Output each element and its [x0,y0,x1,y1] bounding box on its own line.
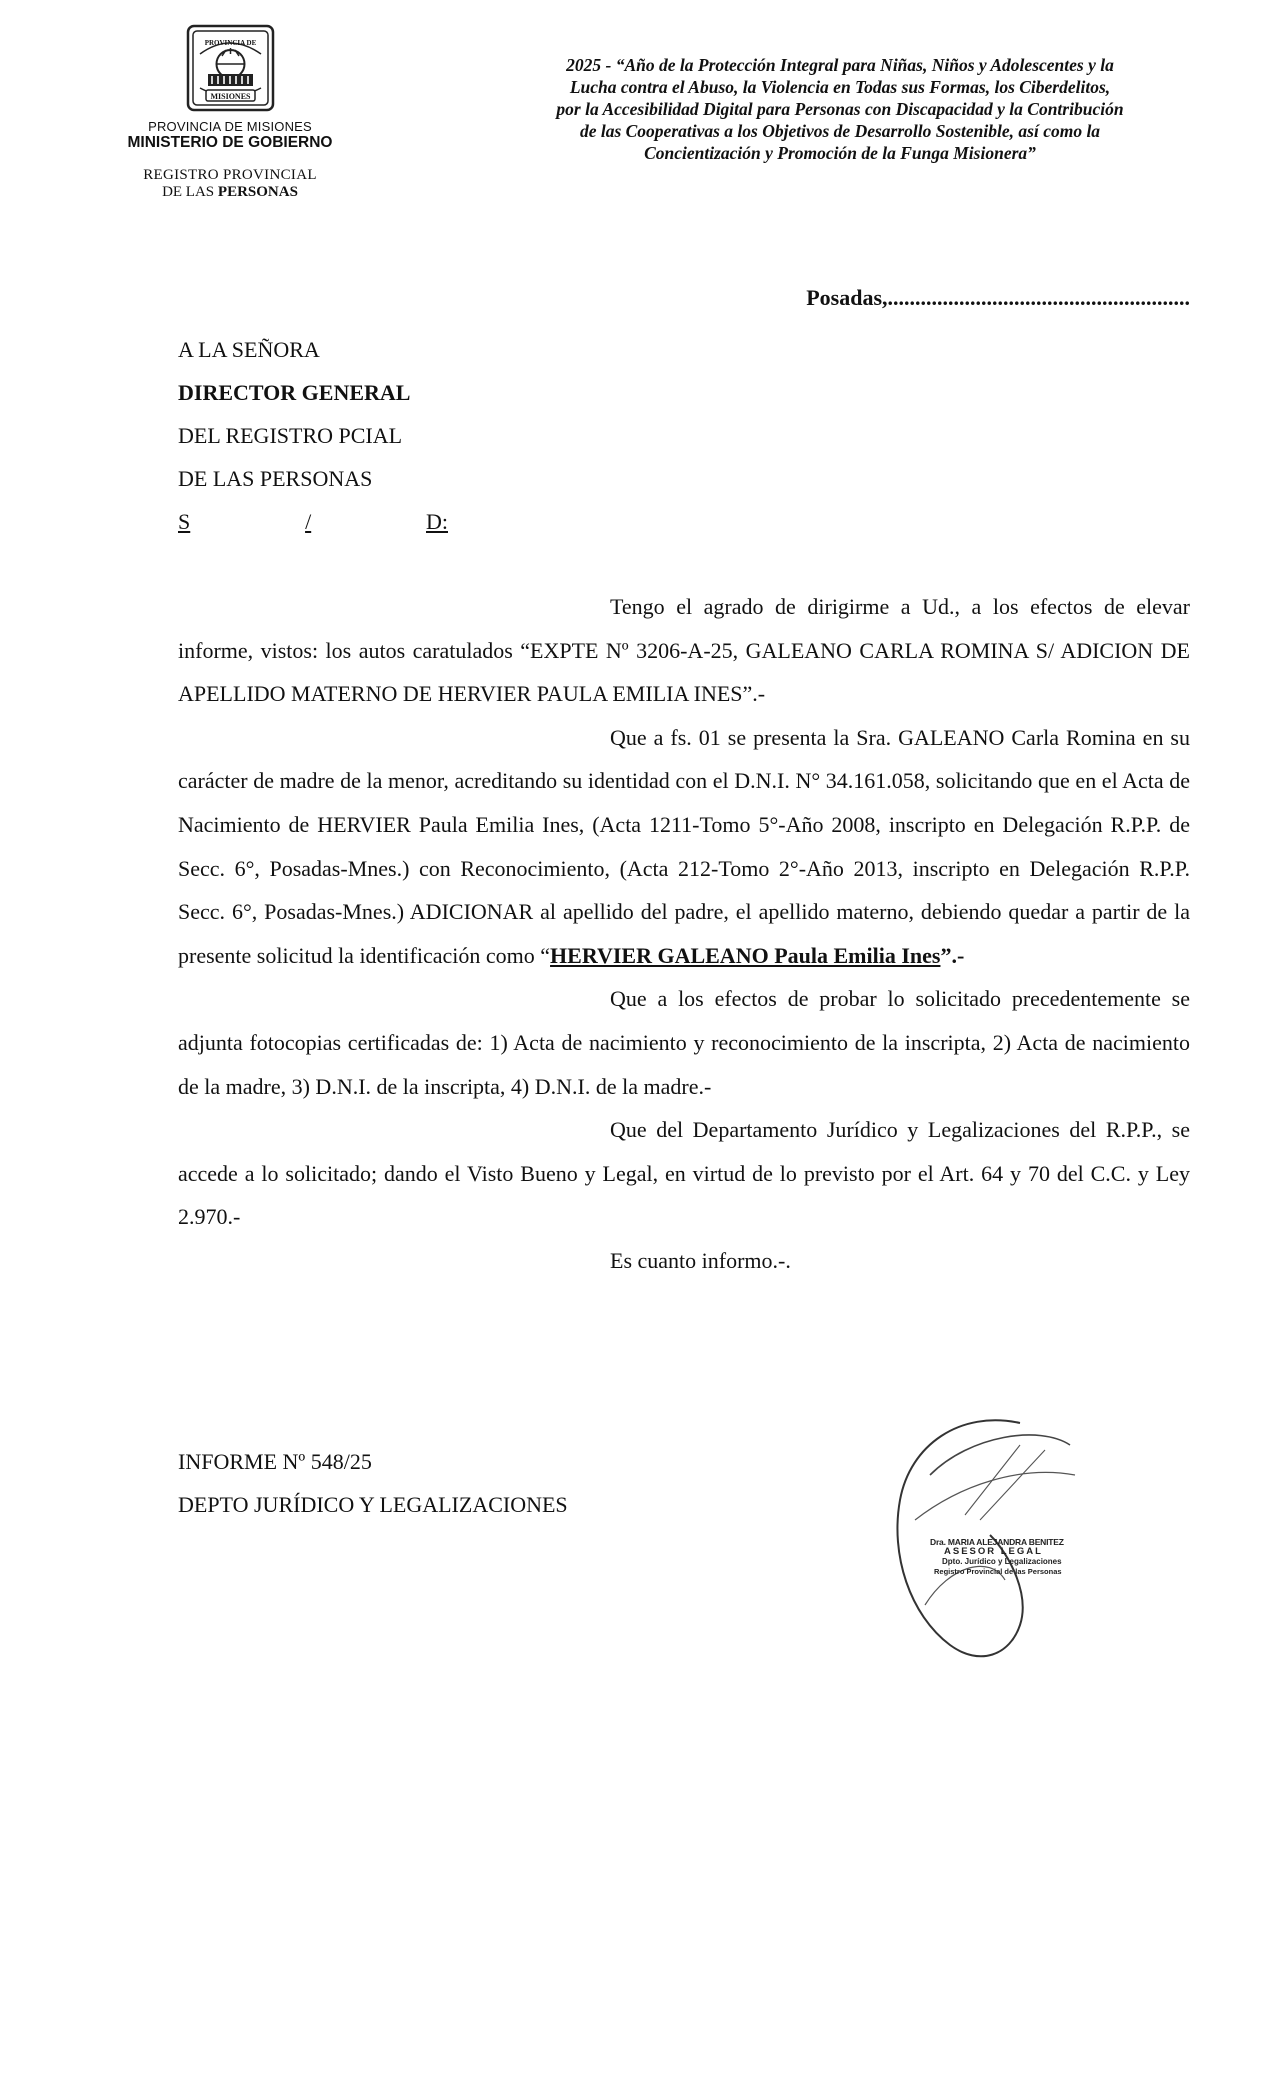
document-body [178,585,1190,1283]
registry-name-line2 [100,184,360,201]
signature-stamp [930,1537,1085,1577]
paragraph-2-end: ”.- [940,942,965,968]
place-date: Posadas,....................................................... [806,285,1190,310]
sd-line [178,500,448,543]
sd-s: S [178,509,191,534]
motto-line-3: por la Accesibilidad Digital para Personas con Discapacidad y la Contribución [556,99,1124,119]
report-department: DEPTO JURÍDICO Y LEGALIZACIONES [178,1492,568,1517]
paragraph-4: Que del Departamento Jurídico y Legalizaciones del R.P.P., se accede a lo solicitado; dando el Visto Bueno y Legal, en virtud de lo previsto por el Art. 64 y 70 del C.C. y Ley 2.970.- [178,1117,1190,1230]
paragraph-1: Tengo el agrado de dirigirme a Ud., a los efectos de elevar informe, vistos: los autos caratulados “EXPTE Nº 3206-A-25, GALEANO CARLA ROMINA S/ ADICION DE APELLIDO MATERNO DE HERVIER PAULA EMILIA INES”.- [178,594,1190,707]
addressee-line-1: A LA SEÑORA [178,337,320,362]
signer-registry: Registro Provincial de las Personas [934,1567,1062,1576]
addressee-block [178,328,448,543]
motto-line-4: de las Cooperativas a los Objetivos de Desarrollo Sostenible, así como la [579,121,1101,141]
sd-slash: / [305,509,312,534]
motto-line-5: Concientización y Promoción de la Funga Misionera” [644,143,1036,163]
registry-bold: PERSONAS [217,184,298,200]
addressee-line-2: DIRECTOR GENERAL [178,380,411,405]
province-coat-of-arms-icon [178,22,283,114]
closing-line: Es cuanto informo.-. [610,1247,791,1273]
addressee-line-3: DEL REGISTRO PCIAL [178,423,403,448]
motto-line-1: 2025 - “Año de la Protección Integral para Niñas, Niños y Adolescentes y la [566,55,1114,75]
logo-top-text: PROVINCIA DE [204,39,256,47]
registry-name-line1: REGISTRO PROVINCIAL [143,167,317,183]
logo-bottom-text: MISIONES [209,92,251,101]
institution-header [100,22,360,201]
ministry-name: MINISTERIO DE GOBIERNO [127,134,333,151]
motto-line-2: Lucha contra el Abuso, la Violencia en Todas sus Formas, los Ciberdelitos, [569,77,1111,97]
signer-title: ASESOR LEGAL [944,1546,1043,1557]
signer-name: Dra. MARIA ALEJANDRA BENITEZ [930,1537,1064,1547]
signer-department: Dpto. Jurídico y Legalizaciones [942,1557,1062,1566]
province-name: PROVINCIA DE MISIONES [148,119,312,134]
addressee-line-4: DE LAS PERSONAS [178,466,373,491]
resulting-name: HERVIER GALEANO Paula Emilia Ines [550,942,941,968]
registry-prefix: DE LAS [162,184,218,200]
paragraph-2 [178,716,1190,978]
report-number: INFORME Nº 548/25 [178,1449,372,1474]
paragraph-2-text: Que a fs. 01 se presenta la Sra. GALEANO Carla Romina en su carácter de madre de la menor, acreditando su identidad con el D.N.I. N° 34.161.058, solicitando que en el Acta de Nacimiento de HERVIER Paula Emilia Ines, (Acta 1211-Tomo 5°-Año 2008, inscripto en Delegación R.P.P. de Secc. 6°, Posadas-Mnes.) con Reconocimiento, (Acta 212-Tomo 2°-Año 2013, inscripto en Delegación R.P.P. Secc. 6°, Posadas-Mnes.) ADICIONAR al apellido del padre, el apellido materno, debiendo quedar a partir de la presente solicitud la identificación como “ [178,724,1190,968]
sd-d: D: [426,509,448,534]
report-footer [178,1440,568,1526]
year-motto [480,54,1200,164]
paragraph-3: Que a los efectos de probar lo solicitado precedentemente se adjunta fotocopias certificadas de: 1) Acta de nacimiento y reconocimiento de la inscripta, 2) Acta de nacimiento de la madre, 3) D.N.I. de la inscripta, 4) D.N.I. de la madre.- [178,986,1190,1099]
